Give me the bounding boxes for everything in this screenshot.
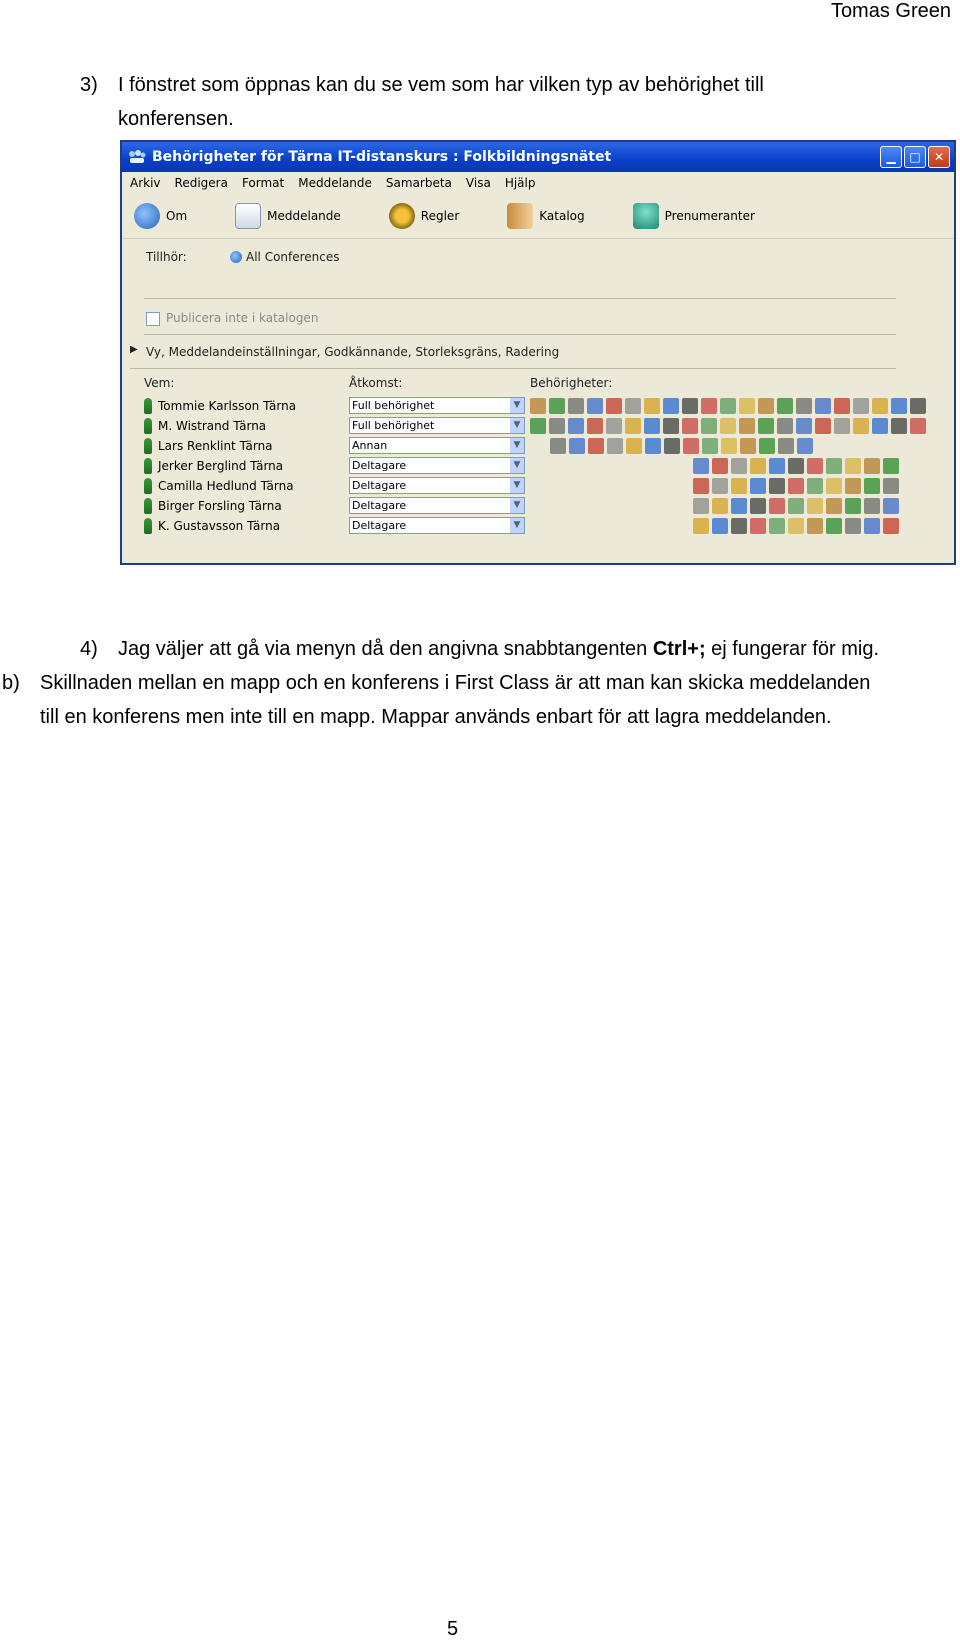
catalog-book-icon [507,203,533,229]
permission-icon[interactable] [826,518,842,534]
permission-icon[interactable] [530,398,546,414]
toolbar-katalog-button[interactable] [507,203,584,229]
access-value: Annan [352,439,388,452]
permission-icon[interactable] [712,518,728,534]
part-b-line-2: till en konferens men inte till en mapp. Mappar används enbart för att lagra meddelanden. [40,706,832,728]
permission-icons-row [693,498,899,514]
permission-icon[interactable] [693,478,709,494]
permission-icon[interactable] [701,418,717,434]
permission-icon[interactable] [853,418,869,434]
member-row[interactable] [144,456,283,476]
member-name: K. Gustavsson Tärna [158,519,281,533]
permission-icon[interactable] [788,458,804,474]
person-icon [144,438,152,454]
header-author-name: Tomas Green [830,0,951,22]
globe-icon [230,251,242,263]
permission-icon[interactable] [864,478,880,494]
access-value: Full behörighet [352,419,435,432]
permissions-window-screenshot [120,140,956,565]
chevron-down-icon: ▼ [510,478,524,493]
step-4-text-before: Jag väljer att gå via menyn då den angivna snabbtangenten [118,638,653,660]
page-number: 5 [447,1618,459,1640]
permission-icon[interactable] [769,498,785,514]
permission-icon[interactable] [807,458,823,474]
permission-icon[interactable] [883,518,899,534]
access-value: Deltagare [352,459,407,472]
permission-icon[interactable] [682,418,698,434]
member-name: Birger Forsling Tärna [158,499,282,513]
toolbar-om-label: Om [166,209,188,223]
info-globe-icon [134,203,160,229]
subscribers-people-icon [633,203,659,229]
permission-icon[interactable] [606,418,622,434]
permission-icon[interactable] [731,458,747,474]
access-select[interactable] [349,477,525,494]
permission-icon[interactable] [720,418,736,434]
permission-icon[interactable] [721,438,737,454]
permission-icons-row [693,458,899,474]
toolbar-regler-button[interactable] [389,203,459,229]
permission-icon[interactable] [910,398,926,414]
permission-icon[interactable] [550,438,566,454]
menu-meddelande[interactable]: Meddelande [298,176,372,190]
permission-icon[interactable] [693,498,709,514]
permission-icon[interactable] [693,458,709,474]
toolbar-prenumeranter-label: Prenumeranter [664,209,755,223]
access-value: Full behörighet [352,399,435,412]
chevron-down-icon: ▼ [510,398,524,413]
member-name: Tommie Karlsson Tärna [158,399,297,413]
permission-icon[interactable] [845,518,861,534]
permission-icon[interactable] [769,478,785,494]
permission-icon[interactable] [845,498,861,514]
step-3-number: 3) [80,74,98,96]
permission-icon[interactable] [712,478,728,494]
person-icon [144,398,152,414]
toolbar-prenumeranter-button[interactable] [633,203,755,229]
toolbar-meddelande-button[interactable] [235,203,341,229]
permission-icon[interactable] [788,518,804,534]
part-b-letter: b) [2,672,20,694]
permission-icon[interactable] [740,438,756,454]
permission-icon[interactable] [864,498,880,514]
column-behorigheter-header: Behörigheter: [530,376,613,390]
publish-checkbox-label: Publicera inte i katalogen [166,311,319,325]
menu-hjalp[interactable]: Hjälp [504,176,536,190]
permission-icon[interactable] [549,418,565,434]
permission-icon[interactable] [788,478,804,494]
window-title: Behörigheter för Tärna IT-distanskurs : Folkbildningsnätet [152,149,612,165]
permission-icon[interactable] [720,398,736,414]
part-b-line-1: Skillnaden mellan en mapp och en konferens i First Class är att man kan skicka meddelanden [40,672,871,694]
permission-icon[interactable] [778,438,794,454]
expand-arrow-icon[interactable]: ▶ [130,344,138,355]
step-4-number: 4) [80,638,98,660]
permission-icon[interactable] [777,398,793,414]
permission-icon[interactable] [731,478,747,494]
window-title-bar [122,142,954,172]
access-select[interactable] [349,437,525,454]
permission-icon[interactable] [758,398,774,414]
permission-icon[interactable] [834,398,850,414]
chevron-down-icon: ▼ [510,418,524,433]
permission-icon[interactable] [549,398,565,414]
close-button[interactable]: ✕ [928,146,950,168]
permission-icon[interactable] [645,438,661,454]
permission-icon[interactable] [568,398,584,414]
member-row[interactable] [144,476,294,496]
permission-icon[interactable] [883,498,899,514]
person-icon [144,478,152,494]
permission-icon[interactable] [731,498,747,514]
toolbar-om-button[interactable] [134,203,187,229]
permission-icon[interactable] [663,418,679,434]
gears-icon [389,203,415,229]
permission-icon[interactable] [626,438,642,454]
minimize-button[interactable]: ▁ [880,146,902,168]
permission-icon[interactable] [769,518,785,534]
permission-icon[interactable] [702,438,718,454]
person-icon [144,518,152,534]
member-row[interactable] [144,496,282,516]
permission-icon[interactable] [891,398,907,414]
tillhor-value[interactable] [230,250,340,264]
permission-icon[interactable] [750,478,766,494]
permission-icon[interactable] [815,398,831,414]
chevron-down-icon: ▼ [510,458,524,473]
menu-format[interactable]: Format [241,176,285,190]
column-atkomst-header: Åtkomst: [349,376,403,390]
permission-icon[interactable] [530,418,546,434]
permission-icon[interactable] [872,398,888,414]
access-value: Deltagare [352,499,407,512]
permission-icon[interactable] [750,458,766,474]
step-4-text-after: ej fungerar för mig. [705,638,880,660]
access-value: Deltagare [352,479,407,492]
member-name: Camilla Hedlund Tärna [158,479,294,493]
permission-icon[interactable] [587,398,603,414]
permission-icon[interactable] [663,398,679,414]
maximize-button[interactable]: □ [904,146,926,168]
permission-icon[interactable] [625,418,641,434]
permission-icon[interactable] [769,458,785,474]
settings-row-label[interactable]: Vy, Meddelandeinställningar, Godkännande, Storleksgräns, Radering [146,345,560,359]
member-row[interactable] [144,516,280,536]
permission-icon[interactable] [796,418,812,434]
permission-icon[interactable] [788,498,804,514]
permission-icon[interactable] [872,418,888,434]
person-icon [144,418,152,434]
chevron-down-icon: ▼ [510,518,524,533]
chevron-down-icon: ▼ [510,438,524,453]
tillhor-label: Tillhör: [146,250,187,264]
permission-icon[interactable] [910,418,926,434]
toolbar-meddelande-label: Meddelande [267,209,341,223]
permission-icon[interactable] [796,398,812,414]
permission-icon[interactable] [568,418,584,434]
permission-icon[interactable] [739,418,755,434]
permission-icon[interactable] [739,398,755,414]
permission-icons-row [693,518,899,534]
permission-icons-row [693,478,899,494]
permission-icons-row [530,418,926,434]
step-3-line-2: konferensen. [118,108,234,130]
permission-icon[interactable] [588,438,604,454]
permission-icon[interactable] [682,398,698,414]
access-select[interactable] [349,517,525,534]
permission-icon[interactable] [864,458,880,474]
permission-icon[interactable] [883,478,899,494]
step-4-text [118,632,879,666]
permission-icon[interactable] [891,418,907,434]
access-select[interactable] [349,417,525,434]
access-select[interactable] [349,397,525,414]
app-icon [128,149,146,165]
permission-icons-row [550,438,813,454]
permission-icon[interactable] [731,518,747,534]
divider [130,368,896,369]
permission-icon[interactable] [807,478,823,494]
tillhor-value-text: All Conferences [246,250,340,264]
member-row[interactable] [144,416,266,436]
permission-icon[interactable] [826,498,842,514]
permission-icon[interactable] [750,518,766,534]
access-select[interactable] [349,457,525,474]
permission-icon[interactable] [569,438,585,454]
permission-icon[interactable] [845,458,861,474]
member-name: M. Wistrand Tärna [158,419,267,433]
permission-icon[interactable] [712,458,728,474]
menu-bar [122,172,954,194]
permissions-pane [130,238,946,563]
member-name: Lars Renklint Tärna [158,439,273,453]
member-row[interactable] [144,436,273,456]
toolbar [122,194,954,239]
toolbar-regler-label: Regler [420,209,460,223]
access-value: Deltagare [352,519,407,532]
chevron-down-icon: ▼ [510,498,524,513]
person-icon [144,498,152,514]
menu-samarbeta[interactable]: Samarbeta [385,176,452,190]
permission-icon[interactable] [644,418,660,434]
permission-icon[interactable] [834,418,850,434]
permission-icon[interactable] [826,478,842,494]
permission-icon[interactable] [625,398,641,414]
divider [144,298,896,299]
permission-icon[interactable] [759,438,775,454]
publish-checkbox[interactable] [146,312,160,326]
permission-icon[interactable] [701,398,717,414]
menu-visa[interactable]: Visa [465,176,491,190]
permission-icon[interactable] [587,418,603,434]
permission-icon[interactable] [864,518,880,534]
permission-icon[interactable] [807,498,823,514]
permission-icon[interactable] [693,518,709,534]
member-name: Jerker Berglind Tärna [158,459,284,473]
permission-icon[interactable] [853,398,869,414]
permission-icon[interactable] [644,398,660,414]
step-4-shortcut: Ctrl+; [652,638,706,660]
permission-icon[interactable] [807,518,823,534]
permission-icon[interactable] [845,478,861,494]
permission-icon[interactable] [797,438,813,454]
permission-icon[interactable] [758,418,774,434]
member-row[interactable] [144,396,296,416]
permission-icon[interactable] [712,498,728,514]
permission-icon[interactable] [883,458,899,474]
permission-icon[interactable] [777,418,793,434]
access-select[interactable] [349,497,525,514]
permission-icon[interactable] [683,438,699,454]
menu-redigera[interactable]: Redigera [174,176,228,190]
menu-arkiv[interactable]: Arkiv [130,176,161,190]
message-document-icon [235,203,261,229]
permission-icon[interactable] [750,498,766,514]
column-vem-header: Vem: [144,376,175,390]
permission-icons-row [530,398,926,414]
permission-icon[interactable] [826,458,842,474]
permission-icon[interactable] [815,418,831,434]
permission-icon[interactable] [607,438,623,454]
toolbar-katalog-label: Katalog [539,209,585,223]
divider [144,334,896,335]
step-3-line-1: I fönstret som öppnas kan du se vem som har vilken typ av behörighet till [118,74,764,96]
permission-icon[interactable] [664,438,680,454]
person-icon [144,458,152,474]
permission-icon[interactable] [606,398,622,414]
